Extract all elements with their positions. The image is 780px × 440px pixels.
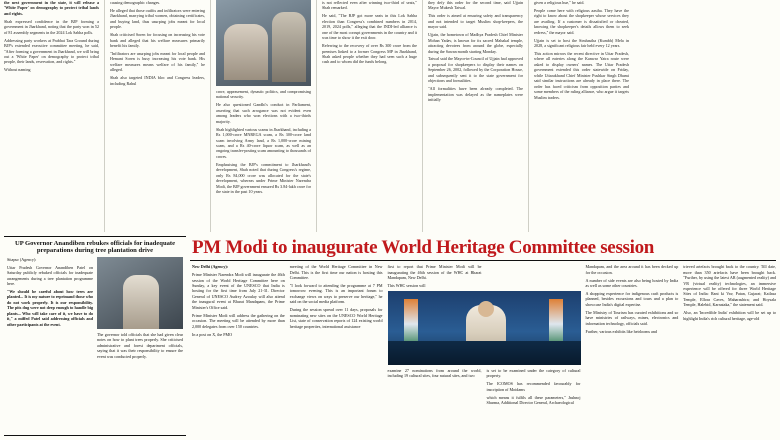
pm-modi-headline: PM Modi to inaugurate World Heritage Committee session bbox=[192, 237, 655, 258]
up-governor-story bbox=[4, 236, 186, 436]
paragraph: A number of side events are also being hosted by India as well as some other countries. bbox=[585, 277, 679, 288]
paragraph: which means it fulfils all these parameters," Jashnoj Sharma, Additional Director General, Archaeological bbox=[486, 394, 581, 406]
paragraph: Prime Minister Narendra Modi will inaugurate the 46th session of the World Heritage Committee here on Sunday, a key event of the UNESCO that India is hosting for the first time from July 21-31. Director General of UNESCO Audrey Azoulay will also attend the inaugural event at Bharat Mandapam, the Prime Minister's Office said. bbox=[192, 272, 285, 310]
paragraph: Mandapam, and the area around it has been decked up for the occasion. bbox=[585, 264, 679, 275]
column-divider bbox=[210, 0, 211, 232]
paragraph: given a religious hue," he said. bbox=[534, 0, 585, 5]
paragraph: In a post on X, the PMO bbox=[192, 331, 233, 337]
photo-caption: examine 27 nominations from around the world, including 19 cultural sites, four natural sites, and two bbox=[387, 367, 482, 379]
pm-column-4 bbox=[487, 368, 581, 408]
paragraph: This WHC session will bbox=[387, 283, 426, 288]
paragraph: they defy this order for the second time, said Ujjain Mayor Mukesh Tatwal. bbox=[428, 0, 523, 11]
paragraph: The Ministry of Tourism has curated exhibitions and so have ministries of railways, mines, electronics and information technology, officials said. bbox=[585, 309, 679, 326]
paragraph: "Infiltrators are usurping jobs meant for local people and Hemant Soren is busy increasing his vote bank. His welfare measures means welfare of his family," he alleged. bbox=[110, 51, 205, 73]
up-governor-column-2 bbox=[97, 257, 183, 362]
paragraph: A shopping experience for indigenous craft products is planned, besides excursions and tours and a plan to showcase India's digital expertise. bbox=[585, 290, 679, 307]
paragraph: "We should be careful about how trees are planted... It is my nature to reprimand those who do not work properly. It is our responsibility. The pits dug were not deep enough to handle big plants... Who will take care of it, we have to do it," a miffed Patel said addressing officials and other participants at the event. bbox=[7, 288, 93, 327]
pm-photo-block bbox=[388, 264, 581, 408]
paragraph: Prime Minister Modi will address the gathering on the occasion. The meeting will be attended by more than 2,000 delegates from over 150 countries. bbox=[192, 312, 285, 329]
article-column-5 bbox=[428, 0, 523, 232]
pm-column-6 bbox=[683, 264, 776, 408]
column-divider bbox=[528, 0, 529, 232]
article-column-4 bbox=[322, 0, 417, 232]
paragraph: crore, appeasement, dynastic politics, and compromising national security. bbox=[216, 89, 311, 100]
paragraph: Shah highlighted various scams in Jharkhand, including a Rs 1,000-crore MNREGA scam, a Rs 300-crore land scam involving Army land, a Rs 1,000-crore mining scam, and a Rs 40-crore liquor scam, as well as an ongoing transfer-posting scam amounting to thousands of crores. bbox=[216, 126, 311, 159]
podium bbox=[388, 341, 581, 365]
pm-column-1 bbox=[192, 264, 285, 408]
pm-photo-caption-row bbox=[388, 368, 581, 408]
paragraph: Shah criticised Soren for focusing on increasing his vote bank and alleged that his welfare measures primarily benefit his family. bbox=[110, 32, 205, 49]
paragraph: is set to be examined under the category of cultural property. bbox=[486, 367, 581, 379]
up-governor-photo bbox=[97, 257, 183, 329]
up-governor-headline: UP Governor Anandiben rebukes officials for inadequate preparations during tree plantation drive bbox=[14, 240, 176, 255]
paragraph: Shah also targeted INDIA bloc and Congress leaders, including Rahul bbox=[110, 75, 205, 86]
column-divider bbox=[422, 0, 423, 232]
paragraph: He alleged that those outfits and infiltrators were entering Jharkhand, marrying tribal women, obtaining certificates, and buying land, thus usurping jobs meant for local people. bbox=[110, 7, 205, 30]
paragraph: He said, "The BJP got more seats in this Lok Sabha election than Congress's combined numbers in 2014, 2019, 2024 polls," alleging that the INDI-led alliance is one of the most corrupt governments in the country and it was time to show it the exit door. bbox=[322, 13, 417, 41]
pm-modi-columns bbox=[190, 264, 776, 408]
pm-column-3 bbox=[388, 264, 482, 288]
article-column-6 bbox=[534, 0, 629, 232]
pm-modi-story bbox=[190, 236, 776, 438]
paragraph: Ujjain is set to host the Simhastha (Kumbh) Mela in 2028, a significant religious fair held every 12 years. bbox=[534, 37, 629, 49]
paragraph: This order is aimed at ensuring safety and transparency and not intended to target Muslim shop-keepers, the mayor said. bbox=[428, 13, 523, 30]
pm-modi-photo bbox=[388, 291, 581, 365]
article-photo bbox=[216, 0, 311, 86]
paragraph: Tatwal said the Mayor-in-Council of Ujjain had approved a proposal for shopkeepers to display their names on September 26, 2002, followed by the Corporation House, and subsequently sent it to the state government for objections and formalities. bbox=[428, 56, 523, 84]
paragraph: causing demographic changes. bbox=[110, 0, 161, 5]
paragraph: This action mirrors the recent directive in Uttar Pradesh, where all eateries along the Kanwar Yatra route were asked to display owners' names. The Uttar Pradesh government extended this order statewide on Friday, while Uttarakhand Chief Minister Pushkar Singh Dhami said similar instructions are already in place there. The order has faced criticism from opposition parties and some members of the ruling alliance, who argue it targets Muslim traders. bbox=[534, 51, 629, 100]
dateline: New Delhi (Agency): bbox=[192, 264, 229, 270]
paragraph: He also questioned Gandhi's conduct in Parliament, asserting that such arrogance was not evident even among leaders who won elections with a two-thirds majority. bbox=[216, 102, 311, 124]
paragraph: Also, an 'Incredible India' exhibition will be set up to highlight India's rich cultural heritage, age-old bbox=[683, 310, 776, 321]
headline-rule bbox=[190, 260, 776, 261]
paragraph: is not reflected even after winning two-third of seats," Shah remarked. bbox=[322, 0, 417, 11]
paragraph: meeting of the World Heritage Committee in New Delhi. This is the first time our nation is hosting this Committee. bbox=[289, 264, 383, 281]
up-governor-body bbox=[7, 257, 183, 362]
speaker-head bbox=[478, 301, 494, 317]
paragraph: People come here with religious aastha. They have the right to know about the shopkeeper whose services they are availing. If a customer is dissatisfied or cheated, knowing the shopkeeper's details allows them to seek redress," the mayor said. bbox=[534, 7, 629, 35]
paragraph: "All formalities have been already completed. The implementation was delayed as the nameplates were initially bbox=[428, 86, 523, 102]
paragraph: The ICOMOS has recommended favourably for inscription of Moidams bbox=[486, 381, 581, 392]
paragraph: trieved artefacts brought back to the country. Till date, more than 350 artefacts have been brought back. "Further, by using the latest AR (augmented reality) and VR (virtual reality) technologies, an immersive experience will be offered for three World Heritage Sites of India: Rani ki Vav, Patan, Gujarat; Kailasa Temple, Ellora Caves, Maharashtra; and Hoysala Temple, Halebid, Karnataka," the statement said. bbox=[683, 264, 776, 308]
paragraph: Addressing party workers at Prabhat Tara Ground during BJP's extended executive committee meeting, he said, "After forming a government in Jharkhand, we will bring out a 'White Paper' on demography to protect tribal people, their lands, reservation, and rights." bbox=[4, 37, 99, 65]
dateline: Sitapur (Agency): bbox=[7, 256, 37, 262]
photo-caption: The governor told officials that she had given clear notes on how to plant trees properly. She criticised administrative and forest department officials, saying that it was their responsibility to ensure the event was conducted properly. bbox=[97, 331, 183, 359]
paragraph: Without naming bbox=[4, 67, 31, 73]
paragraph: Emphasising the BJP's commitment to Jharkhand's development, Shah noted that during Congress's regime, only Rs 84,000 crore was allocated for the state's development, whereas under Prime Minister Narendra Modi, the BJP government ensured Rs 3.84-lakh crore for the state in the past 10 years. bbox=[216, 161, 311, 194]
pm-column-3-caption bbox=[388, 368, 482, 408]
article-column-3 bbox=[216, 0, 311, 232]
paragraph: Uttar Pradesh Governor Anandiben Patel on Saturday publicly rebuked officials for inadequate arrangements during a tree plantation programme here. bbox=[7, 264, 93, 286]
pm-column-2 bbox=[290, 264, 383, 408]
paragraph: Shah expressed confidence in the BJP forming a government in Jharkhand, noting that the party won in 52 of 81 assembly segments in the 2024 Lok Sabha polls. bbox=[4, 18, 99, 35]
paragraph: first to report that Prime Minister Modi will be inaugurating the 46th session of the WHC at Bharat Mandapam, New Delhi. bbox=[387, 264, 482, 281]
paragraph: "I look forward to attending the programme at 7 PM tomorrow evening. This is an important forum to exchange views on ways to preserve our heritage," he said on the social media platform. bbox=[289, 283, 383, 305]
column-divider bbox=[316, 0, 317, 232]
up-governor-column-1 bbox=[7, 257, 93, 362]
pm-column-5 bbox=[586, 264, 679, 408]
paragraph: Ujjain, the hometown of Madhya Pradesh Chief Minister Mohan Yadav, is known for its sacred Mahakal temple, attracting devotees from around the globe, especially during the Sawan month starting Monday. bbox=[428, 32, 523, 54]
paragraph: Further, various exhibits like heirlooms and bbox=[585, 328, 657, 334]
article-column-1 bbox=[4, 0, 99, 232]
paragraph: the next government in the state, it will release a 'White Paper' on demography to protect tribal lands and rights. bbox=[4, 0, 99, 16]
paragraph: Referring to the recovery of over Rs 300 crore from the premises linked to a former Congress MP in Jharkhand, Shah asked people whether they had seen such a huge cash and to whom did the funds belong. bbox=[322, 43, 417, 65]
paragraph: During the session spread over 11 days, proposals for nominating new sites on the UNESCO World Heritage List, state of conservation reports of 124 existing world heritage properties, international assistance bbox=[289, 307, 383, 329]
article-column-2 bbox=[110, 0, 205, 232]
column-divider bbox=[104, 0, 105, 232]
